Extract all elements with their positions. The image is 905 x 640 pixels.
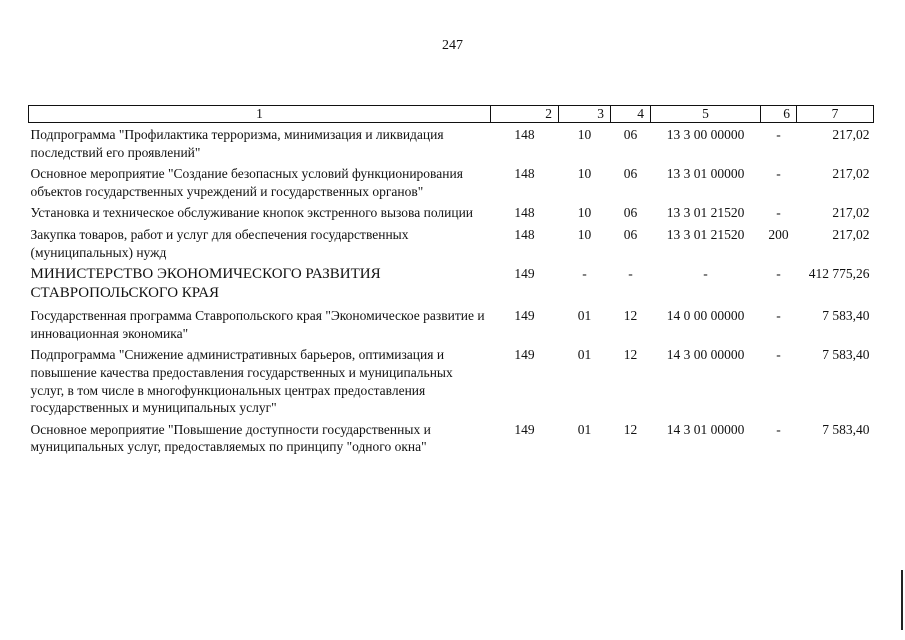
row-vr: - <box>776 347 781 363</box>
row-pr: 12 <box>623 347 638 363</box>
header-col-7: 7 <box>797 106 874 123</box>
row-csr: 14 3 00 00000 <box>666 347 745 363</box>
table-row <box>29 262 874 304</box>
row-ved: 149 <box>514 421 535 437</box>
row-csr: 14 3 01 00000 <box>666 421 745 437</box>
row-rz: 10 <box>577 205 592 221</box>
row-rz: 01 <box>577 347 592 363</box>
row-ved: 149 <box>514 347 535 363</box>
row-csr: 13 3 01 00000 <box>666 166 745 182</box>
row-rz: 01 <box>577 421 592 437</box>
table-row <box>29 201 874 223</box>
budget-table-container <box>28 105 873 457</box>
row-pr: 12 <box>623 421 638 437</box>
header-col-5: 5 <box>651 106 761 123</box>
row-pr: 06 <box>623 205 638 221</box>
row-rz: 10 <box>577 226 592 242</box>
row-csr: 13 3 00 00000 <box>666 127 745 142</box>
header-col-3: 3 <box>559 106 611 123</box>
row-sum: 217,02 <box>832 226 870 242</box>
row-sum: 7 583,40 <box>822 308 870 324</box>
header-col-2: 2 <box>491 106 559 123</box>
row-csr: - <box>703 266 708 282</box>
row-pr: - <box>628 266 633 282</box>
table-row <box>29 162 874 201</box>
row-sum: 7 583,40 <box>822 421 870 437</box>
header-row <box>29 106 874 123</box>
row-vr: 200 <box>768 226 789 242</box>
row-sum: 217,02 <box>832 166 870 182</box>
row-name: Государственная программа Ставропольского края "Экономическое развитие и инновационная экономика" <box>30 308 485 341</box>
row-pr: 12 <box>623 308 638 324</box>
row-ved: 148 <box>514 226 535 242</box>
row-sum: 217,02 <box>832 205 870 221</box>
row-sum: 217,02 <box>832 127 870 142</box>
row-csr: 14 0 00 00000 <box>666 308 745 324</box>
row-pr: 06 <box>623 166 638 182</box>
row-vr: - <box>776 166 781 182</box>
row-ved: 148 <box>514 127 535 142</box>
row-name: Закупка товаров, работ и услуг для обеспечения государственных (муниципальных) нужд <box>30 226 409 260</box>
scan-edge-mark <box>901 570 903 630</box>
row-rz: 10 <box>577 127 592 142</box>
row-sum: 7 583,40 <box>822 347 870 363</box>
row-vr: - <box>776 266 781 282</box>
row-ved: 149 <box>514 308 535 324</box>
row-name: Установка и техническое обслуживание кнопок экстренного вызова полиции <box>30 205 474 221</box>
table-row <box>29 343 874 417</box>
header-col-6: 6 <box>761 106 797 123</box>
row-name: Подпрограмма "Снижение административных барьеров, оптимизация и повышение качества предоставления государственных и муниципальных услуг, в том числе в многофункциональных центрах предоставления государственных и муниципальных услуг" <box>30 347 453 416</box>
row-rz: - <box>582 266 587 282</box>
row-ved: 148 <box>514 166 535 182</box>
row-name: Основное мероприятие "Создание безопасных условий функционирования объектов государственных учреждений и государственных органов" <box>30 166 463 199</box>
row-vr: - <box>776 308 781 324</box>
table-row <box>29 418 874 457</box>
budget-table <box>28 105 874 457</box>
row-rz: 10 <box>577 166 592 182</box>
row-rz: 01 <box>577 308 592 324</box>
row-ved: 148 <box>514 205 535 221</box>
row-pr: 06 <box>623 127 638 142</box>
table-row <box>29 304 874 343</box>
row-vr: - <box>776 421 781 437</box>
row-ved: 149 <box>514 266 535 282</box>
row-vr: - <box>776 205 781 221</box>
row-name: МИНИСТЕРСТВО ЭКОНОМИЧЕСКОГО РАЗВИТИЯ СТАВРОПОЛЬСКОГО КРАЯ <box>30 266 381 302</box>
header-col-4: 4 <box>611 106 651 123</box>
row-csr: 13 3 01 21520 <box>666 205 745 221</box>
row-name: Подпрограмма "Профилактика терроризма, минимизация и ликвидация последствий его проявлений" <box>30 127 444 160</box>
row-name: Основное мероприятие "Повышение доступности государственных и муниципальных услуг, предоставляемых по принципу "одного окна" <box>30 421 431 455</box>
table-row <box>29 223 874 262</box>
page-number: 247 <box>442 38 463 53</box>
row-pr: 06 <box>623 226 638 242</box>
header-col-1: 1 <box>29 106 491 123</box>
row-sum: 412 775,26 <box>808 266 870 282</box>
row-csr: 13 3 01 21520 <box>666 226 745 242</box>
row-vr: - <box>776 127 781 142</box>
table-row <box>29 123 874 163</box>
